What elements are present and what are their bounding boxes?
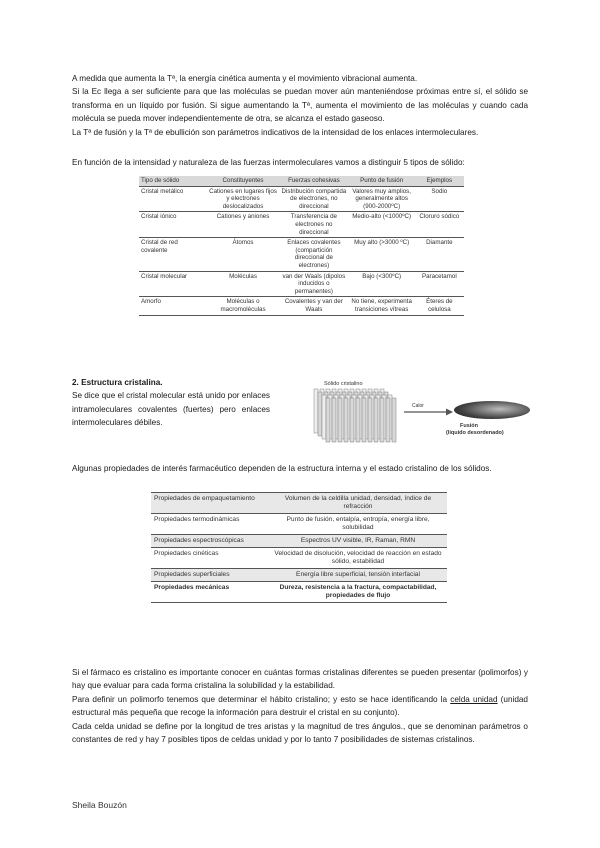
table-cell: Cloruro sódico: [415, 212, 464, 238]
heat-label: Calor: [412, 403, 424, 409]
solid-types-table: [139, 176, 464, 316]
table-row: [139, 297, 464, 315]
property-name-cell: Propiedades mecánicas: [151, 582, 269, 603]
closing-paragraph: [72, 666, 528, 746]
solid-crystal-label: Sólido cristalino: [324, 381, 363, 387]
table-cell: Cristal iónico: [139, 212, 207, 238]
table-row: [139, 271, 464, 297]
section-2-text: Se dice que el cristal molecular está unido por enlaces intramoleculares covalentes (fuertes) pero enlaces intermoleculares débiles.: [72, 391, 270, 428]
table-cell: Enlaces covalentes (compartición direccional de electrones): [279, 238, 349, 271]
property-name-cell: Propiedades superficiales: [151, 569, 269, 582]
closing-text-b: (unidad estructural más pequeña que recoge la información para destruir el cristal en su conjunto).: [72, 694, 528, 718]
header-cell: Punto de fusión: [349, 176, 415, 186]
heat-arrow-head: [446, 409, 453, 416]
properties-intro: Algunas propiedades de interés farmacéutico dependen de la estructura interna y el estado cristalino de los sólidos.: [72, 464, 492, 473]
property-name-cell: Propiedades termodinámicas: [151, 514, 269, 535]
solid-types-header-row: [139, 176, 464, 186]
property-name-cell: Propiedades de empaquetamiento: [151, 493, 269, 514]
table-cell: Sodio: [415, 186, 464, 212]
section-2-title: 2. Estructura cristalina.: [72, 378, 163, 387]
header-cell: Fuerzas cohesivas: [279, 176, 349, 186]
table-cell: Medio-alto (<1000ºC): [349, 212, 415, 238]
header-cell: Tipo de sólido: [139, 176, 207, 186]
footer-author: Sheila Bouzón: [72, 800, 127, 810]
property-name-cell: Propiedades espectroscópicas: [151, 535, 269, 548]
table-row: [151, 569, 447, 582]
section-2-block: [72, 376, 270, 430]
unit-cell-term: celda unidad: [450, 694, 498, 704]
crystal-lattice-illustration: [314, 389, 396, 442]
property-detail-cell: Punto de fusión, entalpía, entropía, energía libre, solubilidad: [269, 514, 447, 535]
closing-line-2: [72, 693, 528, 720]
table-cell: No tiene, experimenta transiciones vítreas: [349, 297, 415, 315]
lattice-column: [380, 398, 384, 442]
lattice-column: [314, 389, 318, 433]
property-detail-cell: Volumen de la celdilla unidad, densidad, índice de refracción: [269, 493, 447, 514]
lattice-column: [326, 398, 330, 442]
table-row: [139, 186, 464, 212]
table-cell: Muy alto (>3000 ºC): [349, 238, 415, 271]
liquid-blob-illustration: [454, 401, 530, 419]
table-cell: Cristal metálico: [139, 186, 207, 212]
table-cell: Valores muy amplios, generalmente altos (900-2000ºC): [349, 186, 415, 212]
property-detail-cell: Espectros UV visible, IR, Raman, RMN: [269, 535, 447, 548]
property-detail-cell: Energía libre superficial, tensión interfacial: [269, 569, 447, 582]
lattice-column: [386, 398, 390, 442]
intro-line-1: A medida que aumenta la Tª, la energía cinética aumenta y el movimiento vibracional aumenta.: [72, 74, 418, 83]
lattice-column: [332, 398, 336, 442]
table-cell: Diamante: [415, 238, 464, 271]
closing-line-3: Cada celda unidad se define por la longitud de tres aristas y la magnitud de tres ángulos., que se denominan parámetros o constantes de red y hay 7 posibles tipos de celdas unidad y por lo tanto 7 posibilidades de sistemas cristalinos.: [72, 721, 528, 745]
pharma-properties-table: [151, 492, 447, 603]
table-cell: Cationes y aniones: [207, 212, 279, 238]
table-cell: Moléculas o macromoléculas: [207, 297, 279, 315]
liquid-label: (líquido desordenado): [446, 430, 504, 436]
lattice-column: [374, 398, 378, 442]
table-cell: Cristal de red covalente: [139, 238, 207, 271]
lattice-column: [356, 398, 360, 442]
table-cell: Éteres de celulosa: [415, 297, 464, 315]
table-row: [139, 238, 464, 271]
header-cell: Ejemplos: [415, 176, 464, 186]
property-detail-cell: Velocidad de disolución, velocidad de reacción en estado sólido, estabilidad: [269, 548, 447, 569]
crystal-fusion-figure: [310, 377, 532, 449]
table-cell: Cationes en lugares fijos y electrones deslocalizados: [207, 186, 279, 212]
table-cell: Distribución compartida de electrones, no direccional: [279, 186, 349, 212]
table-cell: Transferencia de electrones no direccional: [279, 212, 349, 238]
intro-line-2: Si la Ec llega a ser suficiente para que las moléculas se puedan mover aún manteniéndose próximas entre sí, el sólido se transforma en un líquido por fusión. Si sigue aumentando la Tª, aumenta el movimiento de las moléculas y cuando cada molécula se pueda mover independientemente de otra, se alcanza el estado gaseoso.: [72, 87, 528, 124]
table-row: [151, 514, 447, 535]
lattice-column: [350, 398, 354, 442]
table-cell: Átomos: [207, 238, 279, 271]
header-cell: Constituyentes: [207, 176, 279, 186]
table-row: [151, 548, 447, 569]
table-cell: Bajo (<300ºC): [349, 271, 415, 297]
table-row: [151, 535, 447, 548]
lattice-column: [368, 398, 372, 442]
table-cell: Paracetamol: [415, 271, 464, 297]
table-row: [139, 212, 464, 238]
table-row: [151, 493, 447, 514]
property-name-cell: Propiedades cinéticas: [151, 548, 269, 569]
table-cell: Amorfo: [139, 297, 207, 315]
lattice-column: [322, 395, 326, 439]
table-cell: Moléculas: [207, 271, 279, 297]
closing-text-a: Para definir un polimorfo tenemos que determinar el hábito cristalino; y esto se hace identificando la: [72, 694, 451, 704]
fusion-label: Fusión: [460, 423, 479, 429]
intro-line-3: La Tª de fusión y la Tª de ebullición son parámetros indicativos de la intensidad de los enlaces intermoleculares.: [72, 127, 479, 137]
intro-paragraph: [72, 72, 528, 139]
closing-line-1: Si el fármaco es cristalino es importante conocer en cuántas formas cristalinas diferentes se pueden presentar (polimorfos) y hay que evaluar para cada forma cristalina la solubilidad y la estabilidad.: [72, 668, 528, 691]
lattice-column: [362, 398, 366, 442]
property-detail-cell: Dureza, resistencia a la fractura, compactabilidad, propiedades de flujo: [269, 582, 447, 603]
table-cell: Cristal molecular: [139, 271, 207, 297]
lattice-column: [392, 398, 396, 442]
lattice-column: [344, 398, 348, 442]
solid-types-intro: En función de la intensidad y naturaleza de las fuerzas intermoleculares vamos a distinguir 5 tipos de sólido:: [72, 158, 465, 167]
table-cell: Covalentes y van der Waals: [279, 297, 349, 315]
lattice-column: [338, 398, 342, 442]
table-cell: van der Waals (dipolos inducidos o permanentes): [279, 271, 349, 297]
lattice-column: [318, 392, 322, 436]
table-row: [151, 582, 447, 603]
